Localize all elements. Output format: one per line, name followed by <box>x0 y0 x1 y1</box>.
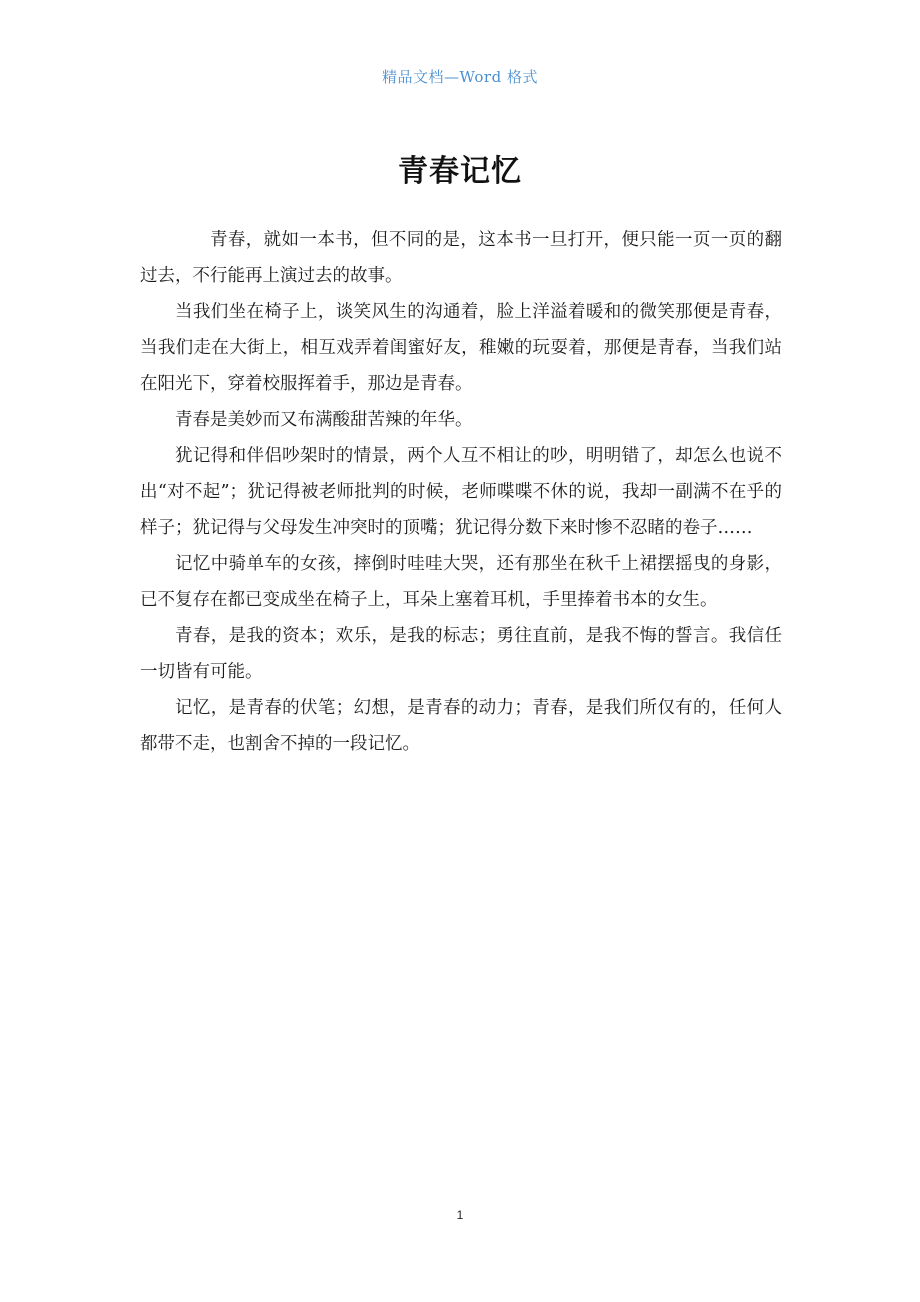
paragraph-7: 记忆，是青春的伏笔；幻想，是青春的动力；青春，是我们所仅有的，任何人都带不走，也割舍不掉的一段记忆。 <box>140 698 782 754</box>
document-body <box>140 222 782 762</box>
paragraph-3: 青春是美妙而又布满酸甜苦辣的年华。 <box>175 410 473 430</box>
paragraph-2: 当我们坐在椅子上，谈笑风生的沟通着，脸上洋溢着暖和的微笑那便是青春，当我们走在大街上，相互戏弄着闺蜜好友，稚嫩的玩耍着，那便是青春，当我们站在阳光下，穿着校服挥着手，那边是青春。 <box>140 302 782 394</box>
paragraph-1: 青春，就如一本书，但不同的是，这本书一旦打开，便只能一页一页的翻过去，不行能再上演过去的故事。 <box>140 230 782 286</box>
page-header: 精品文档—Word 格式 <box>382 68 538 86</box>
document-title: 青春记忆 <box>398 154 522 189</box>
paragraph-4: 犹记得和伴侣吵架时的情景，两个人互不相让的吵，明明错了，却怎么也说不出“对不起”；犹记得被老师批判的时候，老师喋喋不休的说，我却一副满不在乎的样子；犹记得与父母发生冲突时的顶嘴；犹记得分数下来时惨不忍睹的卷子…… <box>140 446 782 538</box>
paragraph-6: 青春，是我的资本；欢乐，是我的标志；勇往直前，是我不悔的誓言。我信任一切皆有可能。 <box>140 626 782 682</box>
page-number: 1 <box>456 1208 464 1222</box>
paragraph-5: 记忆中骑单车的女孩，摔倒时哇哇大哭，还有那坐在秋千上裙摆摇曳的身影，已不复存在都已变成坐在椅子上，耳朵上塞着耳机，手里捧着书本的女生。 <box>140 554 782 610</box>
